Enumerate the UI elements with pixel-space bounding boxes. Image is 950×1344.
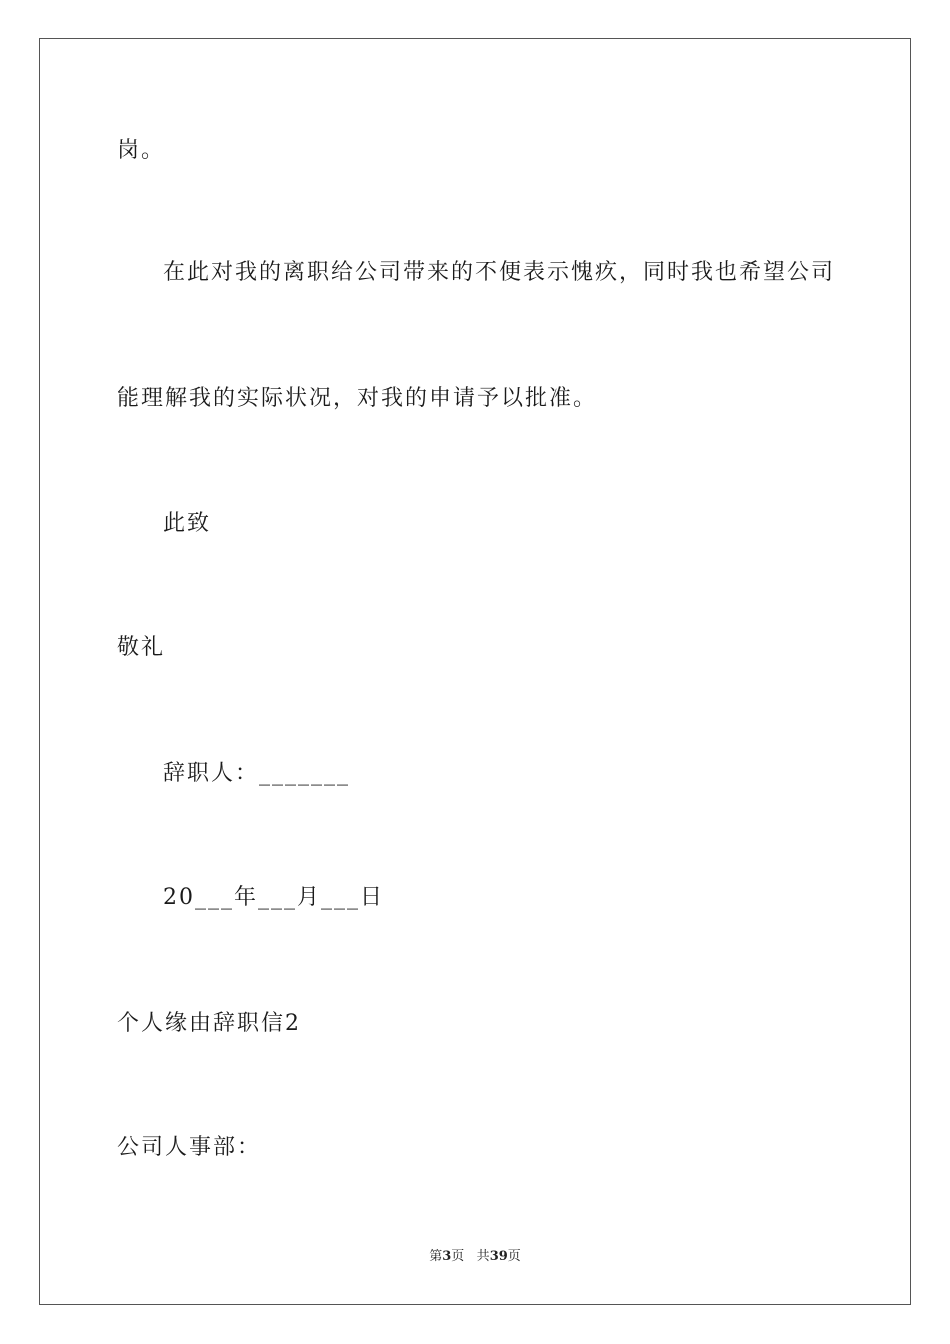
footer-page-suffix: 页 (451, 1249, 465, 1264)
body-paragraph-continuation: 能理解我的实际状况，对我的申请予以批准。 (117, 386, 598, 411)
footer-page-prefix: 第 (429, 1249, 443, 1264)
body-line-1: 岗。 (117, 138, 166, 163)
body-paragraph-apology: 在此对我的离职给公司带来的不便表示愧疚，同时我也希望公司 (163, 260, 836, 285)
page-border (39, 38, 911, 1305)
page-footer (0, 1248, 950, 1266)
closing-regards: 敬礼 (117, 635, 166, 660)
footer-page-number: 3 (442, 1249, 452, 1264)
footer-total-suffix: 页 (507, 1249, 521, 1264)
closing-salutation: 此致 (163, 511, 212, 536)
section-heading: 个人缘由辞职信2 (117, 1011, 301, 1036)
footer-total-prefix: 共 (476, 1249, 490, 1264)
footer-total-pages: 39 (489, 1249, 508, 1264)
date-line: 20___年___月___日 (163, 885, 384, 910)
addressee-line: 公司人事部： (117, 1135, 262, 1160)
signature-line: 辞职人：_______ (163, 761, 351, 786)
